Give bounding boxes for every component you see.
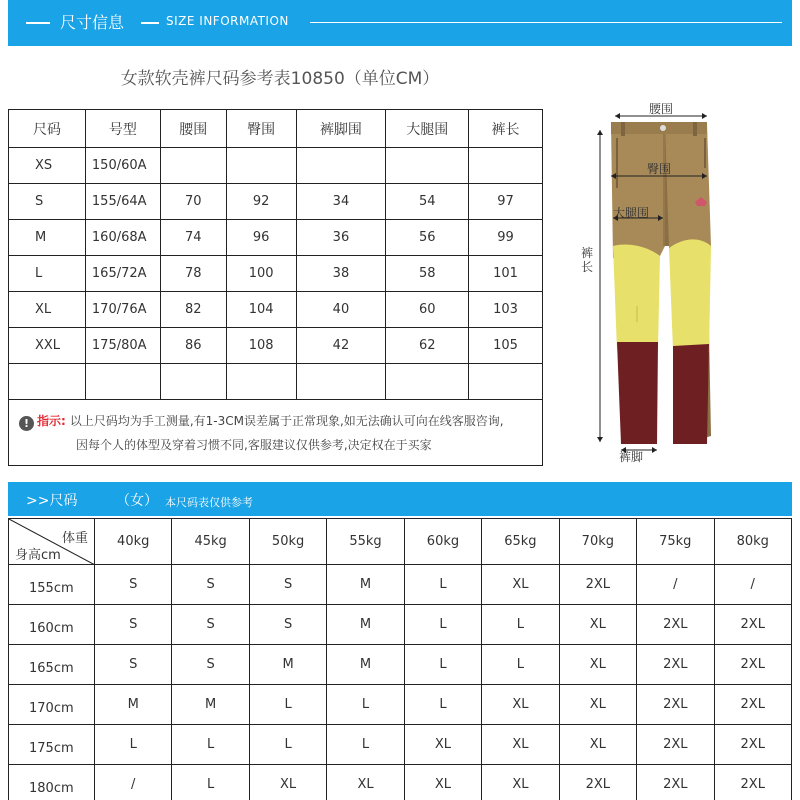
size-cell: S [95, 605, 172, 645]
size-cell: 2XL [714, 605, 792, 645]
table-cell: 78 [160, 256, 226, 292]
size-cell: 2XL [714, 765, 792, 800]
size-cell: S [172, 605, 249, 645]
recommend-banner [8, 482, 792, 516]
col-header: 裤脚围 [296, 110, 386, 148]
weight-header: 40kg [95, 519, 172, 565]
recommend-label: >>尺码 [26, 493, 78, 509]
size-cell: M [249, 645, 326, 685]
table-cell: 62 [386, 328, 469, 364]
weight-header: 80kg [714, 519, 792, 565]
hem-label: 裤脚 [619, 450, 644, 464]
table-row [9, 725, 792, 765]
size-cell: L [404, 685, 481, 725]
table-cell: 175/80A [85, 328, 160, 364]
size-cell: S [95, 645, 172, 685]
size-chart-title: 女款软壳裤尺码参考表10850（单位CM） [120, 69, 440, 89]
table-cell: 165/72A [85, 256, 160, 292]
banner-dash-left [26, 22, 50, 24]
table-cell: XS [9, 148, 86, 184]
table-cell: 70 [160, 184, 226, 220]
size-cell: XL [482, 725, 559, 765]
table-cell [9, 364, 86, 400]
table-row [9, 256, 543, 292]
size-cell: L [249, 725, 326, 765]
info-icon: ! [19, 416, 34, 431]
size-cell: M [327, 605, 404, 645]
recommend-gender: （女） [116, 493, 158, 509]
recommend-table [8, 518, 792, 800]
table-cell: 60 [386, 292, 469, 328]
pants-illustration [565, 96, 735, 466]
weight-axis-label: 体重 [61, 531, 88, 546]
height-cell: 175cm [9, 725, 95, 765]
table-cell: 170/76A [85, 292, 160, 328]
weight-header: 70kg [559, 519, 636, 565]
hip-label: 臀围 [647, 162, 672, 176]
size-cell: XL [559, 725, 636, 765]
weight-header: 50kg [249, 519, 326, 565]
size-cell: 2XL [637, 685, 714, 725]
notice-label: 指示: [37, 414, 66, 428]
col-header: 裤长 [469, 110, 543, 148]
recommend-header [9, 519, 792, 565]
size-chart-table [8, 109, 543, 400]
table-cell: 101 [469, 256, 543, 292]
table-cell [386, 148, 469, 184]
size-cell: L [482, 605, 559, 645]
banner-title-cn: 尺寸信息 [60, 13, 125, 32]
size-cell: XL [482, 565, 559, 605]
size-cell: 2XL [714, 725, 792, 765]
table-cell: XL [9, 292, 86, 328]
table-cell [296, 364, 386, 400]
table-cell: 82 [160, 292, 226, 328]
size-cell: S [95, 565, 172, 605]
banner-rule [310, 22, 782, 23]
height-cell: 165cm [9, 645, 95, 685]
size-cell: 2XL [714, 685, 792, 725]
table-row [9, 765, 792, 800]
table-cell [469, 364, 543, 400]
table-cell: 36 [296, 220, 386, 256]
col-header: 大腿围 [386, 110, 469, 148]
size-cell: S [172, 565, 249, 605]
size-cell: 2XL [714, 645, 792, 685]
table-row [9, 645, 792, 685]
table-cell [469, 148, 543, 184]
size-cell: L [327, 685, 404, 725]
size-cell: XL [559, 605, 636, 645]
table-cell: XXL [9, 328, 86, 364]
table-row [9, 565, 792, 605]
banner-dash-mid [141, 22, 159, 24]
waist-label: 腰围 [649, 102, 674, 116]
size-cell: XL [482, 685, 559, 725]
size-cell: L [404, 645, 481, 685]
size-cell: XL [559, 685, 636, 725]
table-cell: 54 [386, 184, 469, 220]
size-cell: XL [404, 725, 481, 765]
size-cell: M [327, 645, 404, 685]
col-header: 腰围 [160, 110, 226, 148]
size-cell: L [327, 725, 404, 765]
table-row [9, 364, 543, 400]
table-cell: 74 [160, 220, 226, 256]
size-cell: L [95, 725, 172, 765]
recommend-note: 本尺码表仅供参考 [165, 496, 253, 509]
table-cell [160, 364, 226, 400]
size-cell: 2XL [559, 565, 636, 605]
table-cell: 56 [386, 220, 469, 256]
weight-header: 60kg [404, 519, 481, 565]
corner-cell [9, 519, 95, 565]
size-cell: XL [559, 645, 636, 685]
pants-diagram [565, 96, 735, 466]
height-cell: 160cm [9, 605, 95, 645]
table-cell: 40 [296, 292, 386, 328]
table-cell: 34 [296, 184, 386, 220]
table-cell: 103 [469, 292, 543, 328]
size-cell: 2XL [637, 645, 714, 685]
size-cell: M [172, 685, 249, 725]
weight-header: 45kg [172, 519, 249, 565]
table-cell: 105 [469, 328, 543, 364]
size-cell: L [172, 725, 249, 765]
table-cell [160, 148, 226, 184]
banner-title-en: SIZE INFORMATION [166, 14, 289, 28]
table-row [9, 328, 543, 364]
size-notice [8, 399, 543, 466]
height-axis-label: 身高cm [15, 548, 61, 563]
table-cell [226, 148, 296, 184]
size-cell: L [172, 765, 249, 800]
size-cell: L [249, 685, 326, 725]
notice-text-1: 以上尺码均为手工测量,有1-3CM误差属于正常现象,如无法确认可向在线客服咨询, [69, 414, 504, 428]
size-cell: 2XL [559, 765, 636, 800]
table-cell: 100 [226, 256, 296, 292]
table-cell: S [9, 184, 86, 220]
size-cell: S [249, 605, 326, 645]
size-cell: 2XL [637, 605, 714, 645]
thigh-label: 大腿围 [613, 206, 650, 220]
table-row [9, 685, 792, 725]
table-cell: 155/64A [85, 184, 160, 220]
size-cell: / [95, 765, 172, 800]
weight-header: 75kg [637, 519, 714, 565]
table-row [9, 292, 543, 328]
size-cell: S [172, 645, 249, 685]
size-cell: L [404, 605, 481, 645]
col-header: 臀围 [226, 110, 296, 148]
table-row [9, 605, 792, 645]
section-banner [8, 0, 792, 46]
height-cell: 180cm [9, 765, 95, 800]
table-cell: L [9, 256, 86, 292]
table-row [9, 220, 543, 256]
table-row [9, 184, 543, 220]
size-cell: XL [249, 765, 326, 800]
table-cell: 38 [296, 256, 386, 292]
size-chart-header [9, 110, 543, 148]
notice-line-2: 因每个人的体型及穿着习惯不同,客服建议仅供参考,决定权在于买家 [76, 438, 432, 452]
size-cell: M [327, 565, 404, 605]
size-cell: L [482, 645, 559, 685]
col-header: 号型 [85, 110, 160, 148]
table-cell: 97 [469, 184, 543, 220]
table-cell: 104 [226, 292, 296, 328]
table-cell: 150/60A [85, 148, 160, 184]
table-cell: 99 [469, 220, 543, 256]
table-cell: 92 [226, 184, 296, 220]
height-cell: 170cm [9, 685, 95, 725]
table-cell: 58 [386, 256, 469, 292]
size-cell: XL [404, 765, 481, 800]
col-header: 尺码 [9, 110, 86, 148]
table-cell: 96 [226, 220, 296, 256]
size-cell: L [404, 565, 481, 605]
table-cell [85, 364, 160, 400]
table-row [9, 148, 543, 184]
table-cell: 160/68A [85, 220, 160, 256]
size-cell: 2XL [637, 765, 714, 800]
table-cell: 86 [160, 328, 226, 364]
size-cell: S [249, 565, 326, 605]
notice-line-1 [19, 412, 504, 431]
table-cell: 42 [296, 328, 386, 364]
length-label: 裤长 [581, 246, 594, 274]
size-cell: / [714, 565, 792, 605]
table-cell: M [9, 220, 86, 256]
table-cell [386, 364, 469, 400]
size-cell: XL [327, 765, 404, 800]
table-cell: 108 [226, 328, 296, 364]
height-cell: 155cm [9, 565, 95, 605]
size-cell: XL [482, 765, 559, 800]
size-cell: / [637, 565, 714, 605]
weight-header: 65kg [482, 519, 559, 565]
table-cell [226, 364, 296, 400]
weight-header: 55kg [327, 519, 404, 565]
size-cell: 2XL [637, 725, 714, 765]
table-cell [296, 148, 386, 184]
size-cell: M [95, 685, 172, 725]
